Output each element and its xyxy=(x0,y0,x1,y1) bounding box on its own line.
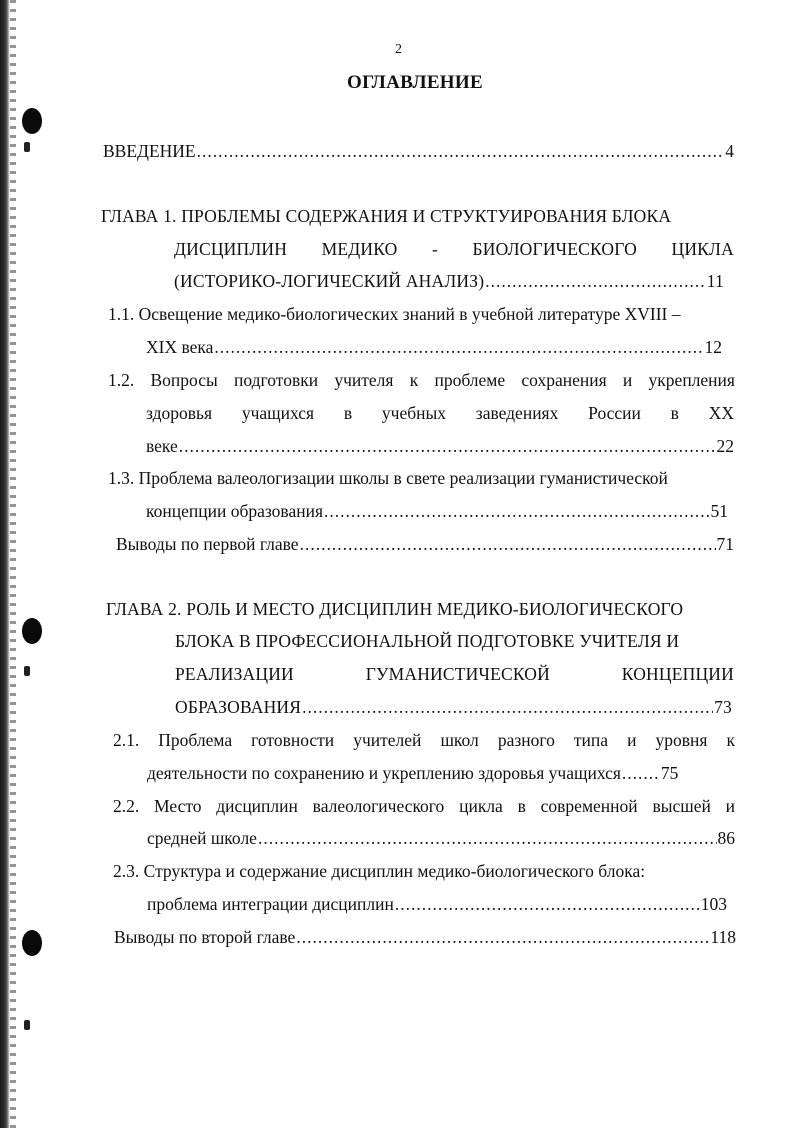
toc-word: уровня xyxy=(655,730,708,750)
toc-section-2-2-line2[interactable] xyxy=(147,827,735,849)
toc-leader-dots xyxy=(324,500,709,522)
toc-leader-dots xyxy=(179,435,716,457)
toc-section-1-2-line1[interactable] xyxy=(108,369,735,391)
toc-word: цикла xyxy=(459,796,503,816)
toc-word: ДИСЦИПЛИН xyxy=(174,239,288,259)
toc-chapter2-line1[interactable]: ГЛАВА 2. РОЛЬ И МЕСТО ДИСЦИПЛИН МЕДИКО-БИОЛОГИЧЕСКОГО xyxy=(106,599,684,619)
scan-mark xyxy=(24,666,30,676)
toc-entry-label: XIX века xyxy=(146,337,214,357)
toc-leader-dots xyxy=(214,336,703,358)
toc-section-number: 1.2. xyxy=(108,370,135,390)
toc-word: подготовки xyxy=(234,370,319,390)
toc-conclusions-chapter2[interactable] xyxy=(114,926,736,948)
toc-word: учащихся xyxy=(241,403,315,423)
toc-section-2-1-line1[interactable] xyxy=(113,729,735,751)
toc-leader-dots xyxy=(197,140,725,162)
toc-word: к xyxy=(409,370,419,390)
toc-leader-dots xyxy=(300,533,716,555)
scan-binding-edge xyxy=(0,0,10,1128)
scan-mark xyxy=(24,142,30,152)
toc-word: РЕАЛИЗАЦИИ xyxy=(175,664,294,684)
toc-word: здоровья xyxy=(146,403,213,423)
toc-entry-label: проблема интеграции дисциплин xyxy=(147,894,394,914)
toc-word: КОНЦЕПЦИИ xyxy=(621,664,734,684)
toc-chapter1-line1[interactable]: ГЛАВА 1. ПРОБЛЕМЫ СОДЕРЖАНИЯ И СТРУКТУИРОВАНИЯ БЛОКА xyxy=(101,206,672,226)
toc-chapter1-line2[interactable] xyxy=(174,238,734,260)
scan-binding-texture xyxy=(10,0,16,1128)
toc-entry-page: 75 xyxy=(660,763,679,783)
toc-leader-dots xyxy=(258,827,717,849)
toc-entry-label: Выводы по первой главе xyxy=(116,534,299,554)
toc-word: ЦИКЛА xyxy=(671,239,734,259)
toc-entry-label: деятельности по сохранению и укреплению здоровья учащихся xyxy=(147,763,621,783)
toc-word: и xyxy=(627,730,637,750)
toc-conclusions-chapter1[interactable] xyxy=(116,533,734,555)
toc-entry-label: средней школе xyxy=(147,828,257,848)
toc-word: в xyxy=(343,403,353,423)
toc-word: заведениях xyxy=(475,403,559,423)
toc-entry-page: 11 xyxy=(706,271,724,291)
toc-word: сохранения xyxy=(521,370,607,390)
toc-entry-page: 51 xyxy=(710,501,728,521)
toc-section-1-2-line3[interactable] xyxy=(146,435,734,457)
toc-word: в xyxy=(670,403,679,423)
toc-leader-dots xyxy=(296,926,709,948)
toc-word: и xyxy=(622,370,633,390)
toc-word: учителей xyxy=(353,730,422,750)
toc-section-2-3-line2[interactable] xyxy=(147,893,727,915)
toc-entry-page: 12 xyxy=(704,337,722,357)
toc-section-number: 2.1. xyxy=(113,730,140,750)
toc-entry-page: 71 xyxy=(716,534,734,554)
toc-entry-label: ВВЕДЕНИЕ xyxy=(103,141,196,161)
toc-leader-dots xyxy=(485,270,705,292)
toc-word: дисциплин xyxy=(216,796,298,816)
toc-section-1-3-line2[interactable] xyxy=(146,500,728,522)
toc-word: Место xyxy=(154,796,202,816)
page-number: 2 xyxy=(395,42,402,57)
toc-entry-page: 73 xyxy=(714,697,732,717)
toc-word: - xyxy=(432,239,439,259)
toc-word: типа xyxy=(573,730,609,750)
toc-entry-page: 103 xyxy=(700,894,727,914)
toc-entry-page: 118 xyxy=(710,927,736,947)
toc-word: учебных xyxy=(381,403,446,423)
toc-word: БИОЛОГИЧЕСКОГО xyxy=(472,239,637,259)
toc-word: проблеме xyxy=(434,370,506,390)
toc-word: валеологического xyxy=(312,796,445,816)
toc-word: МЕДИКО xyxy=(321,239,398,259)
toc-word: России xyxy=(588,403,641,423)
toc-word: в xyxy=(517,796,526,816)
punch-hole xyxy=(22,930,42,956)
toc-section-1-1-line1[interactable]: 1.1. Освещение медико-биологических знаний в учебной литературе XVIII – xyxy=(108,304,681,324)
toc-chapter2-line3[interactable] xyxy=(175,663,734,685)
toc-word: Вопросы xyxy=(150,370,218,390)
toc-section-2-2-line1[interactable] xyxy=(113,795,735,817)
punch-hole xyxy=(22,108,42,134)
toc-entry-label: Выводы по второй главе xyxy=(114,927,296,947)
toc-word: XX xyxy=(708,403,734,423)
toc-word: укрепления xyxy=(648,370,735,390)
toc-leader-dots xyxy=(395,893,700,915)
toc-word: к xyxy=(726,730,735,750)
page-title: ОГЛАВЛЕНИЕ xyxy=(347,72,483,93)
toc-word: и xyxy=(725,796,735,816)
toc-word: Проблема xyxy=(158,730,233,750)
toc-section-1-2-line2[interactable] xyxy=(146,402,734,424)
toc-section-number: 2.2. xyxy=(113,796,140,816)
toc-chapter2-line4[interactable] xyxy=(175,696,732,718)
toc-entry-label: концепции образования xyxy=(146,501,324,521)
toc-entry-label: веке xyxy=(146,436,178,456)
scan-mark xyxy=(24,1020,30,1030)
toc-word: учителя xyxy=(334,370,394,390)
toc-section-1-1-line2[interactable] xyxy=(146,336,722,358)
punch-hole xyxy=(22,618,42,644)
toc-entry-page: 22 xyxy=(716,436,734,456)
toc-leader-dots xyxy=(302,696,713,718)
toc-word: школ xyxy=(440,730,479,750)
toc-chapter2-line2[interactable]: БЛОКА В ПРОФЕССИОНАЛЬНОЙ ПОДГОТОВКЕ УЧИТЕЛЯ И xyxy=(175,631,680,651)
toc-entry-label: ОБРАЗОВАНИЯ xyxy=(175,697,302,717)
toc-word: ГУМАНИСТИЧЕСКОЙ xyxy=(365,664,550,684)
toc-word: готовности xyxy=(251,730,335,750)
toc-section-1-3-line1[interactable]: 1.3. Проблема валеологизации школы в свете реализации гуманистической xyxy=(108,468,668,488)
toc-chapter1-line3[interactable] xyxy=(174,270,724,292)
toc-word: разного xyxy=(497,730,555,750)
toc-entry-label: (ИСТОРИКО-ЛОГИЧЕСКИЙ АНАЛИЗ) xyxy=(174,271,485,291)
toc-word: современной xyxy=(540,796,638,816)
toc-leader-dots xyxy=(622,762,660,784)
toc-entry-introduction[interactable] xyxy=(103,140,734,162)
toc-entry-page: 86 xyxy=(717,828,735,848)
toc-section-2-3-line1[interactable]: 2.3. Структура и содержание дисциплин медико-биологического блока: xyxy=(113,861,646,881)
toc-entry-page: 4 xyxy=(725,141,734,161)
toc-word: высшей xyxy=(652,796,711,816)
toc-section-2-1-line2[interactable] xyxy=(147,762,727,784)
